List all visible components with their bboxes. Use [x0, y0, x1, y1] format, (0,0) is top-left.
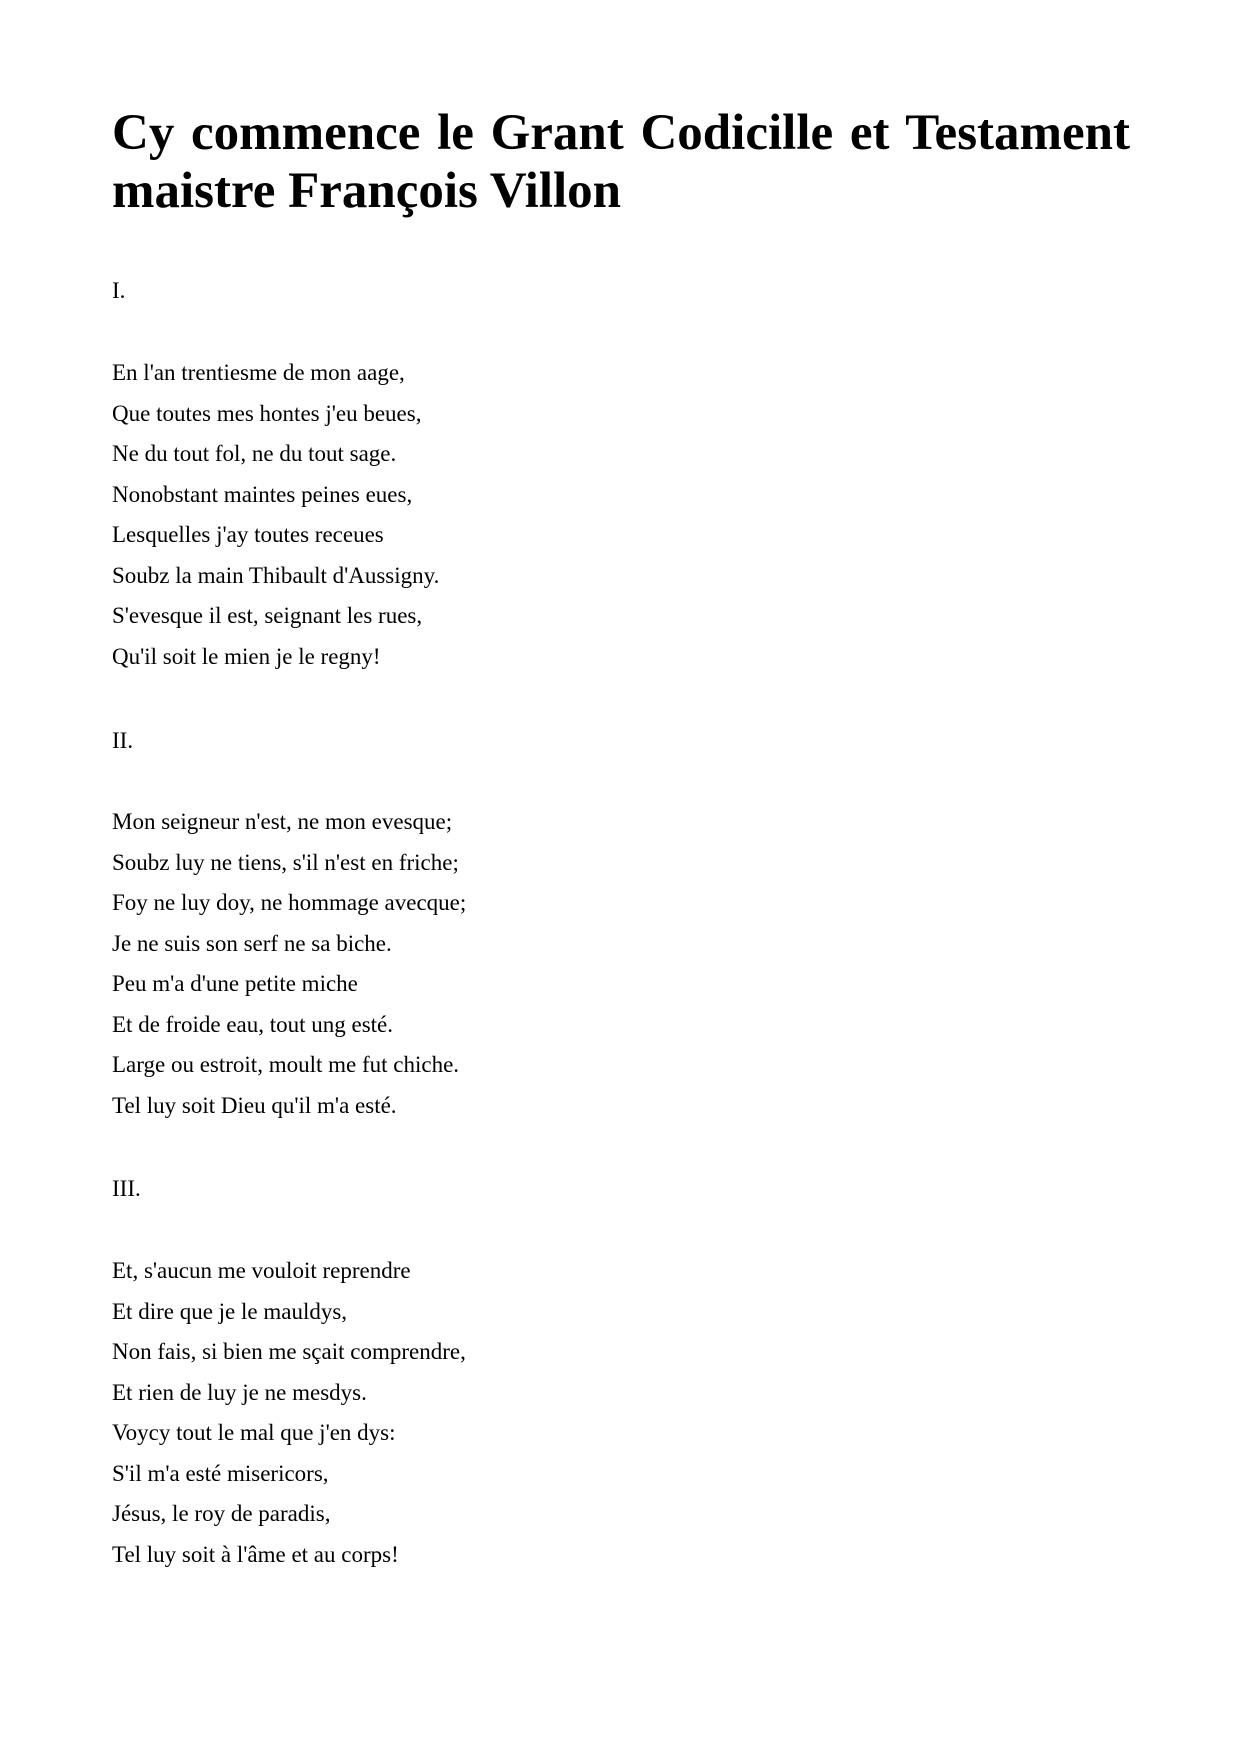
verse-line: Je ne suis son serf ne sa biche.	[112, 930, 392, 956]
verse-line: Et rien de luy je ne mesdys.	[112, 1379, 367, 1405]
verse-line: Mon seigneur n'est, ne mon evesque;	[112, 809, 453, 834]
verse-line: S'il m'a esté misericors,	[112, 1460, 329, 1486]
stanza-verses	[112, 353, 439, 677]
verse-line: Qu'il soit le mien je le regny!	[112, 643, 381, 669]
verse-line: Et de froide eau, tout ung esté.	[112, 1011, 394, 1037]
verse-line: Nonobstant maintes peines eues,	[112, 481, 413, 507]
verse-line: Lesquelles j'ay toutes receues	[112, 522, 384, 547]
verse-line: En l'an trentiesme de mon aage,	[112, 360, 405, 385]
stanza-number: III.	[112, 1176, 141, 1201]
verse-line: Ne du tout fol, ne du tout sage.	[112, 441, 397, 466]
verse-line: Peu m'a d'une petite miche	[112, 971, 358, 996]
document-page	[112, 0, 1130, 1755]
verse-line: Non fais, si bien me sçait comprendre,	[112, 1339, 466, 1364]
verse-line: Foy ne luy doy, ne hommage avecque;	[112, 890, 467, 915]
verse-line: Soubz la main Thibault d'Aussigny.	[112, 562, 440, 588]
verse-line: Tel luy soit Dieu qu'il m'a esté.	[112, 1092, 397, 1118]
verse-line: Et, s'aucun me vouloit reprendre	[112, 1258, 411, 1283]
verse-line: Jésus, le roy de paradis,	[112, 1501, 331, 1526]
stanza-number: I.	[112, 278, 126, 303]
stanza-verses	[112, 802, 466, 1126]
verse-line: Large ou estroit, moult me fut chiche.	[112, 1052, 460, 1077]
stanza-verses	[112, 1251, 466, 1575]
verse-line: Voycy tout le mal que j'en dys:	[112, 1420, 396, 1445]
stanza-number: II.	[112, 728, 134, 753]
verse-line: Et dire que je le mauldys,	[112, 1298, 348, 1324]
verse-line: Que toutes mes hontes j'eu beues,	[112, 400, 422, 426]
document-title: Cy commence le Grant Codicille et Testament maistre François Villon	[112, 105, 1130, 219]
verse-line: S'evesque il est, seignant les rues,	[112, 603, 423, 628]
verse-line: Tel luy soit à l'âme et au corps!	[112, 1541, 399, 1567]
verse-line: Soubz luy ne tiens, s'il n'est en friche;	[112, 849, 459, 875]
